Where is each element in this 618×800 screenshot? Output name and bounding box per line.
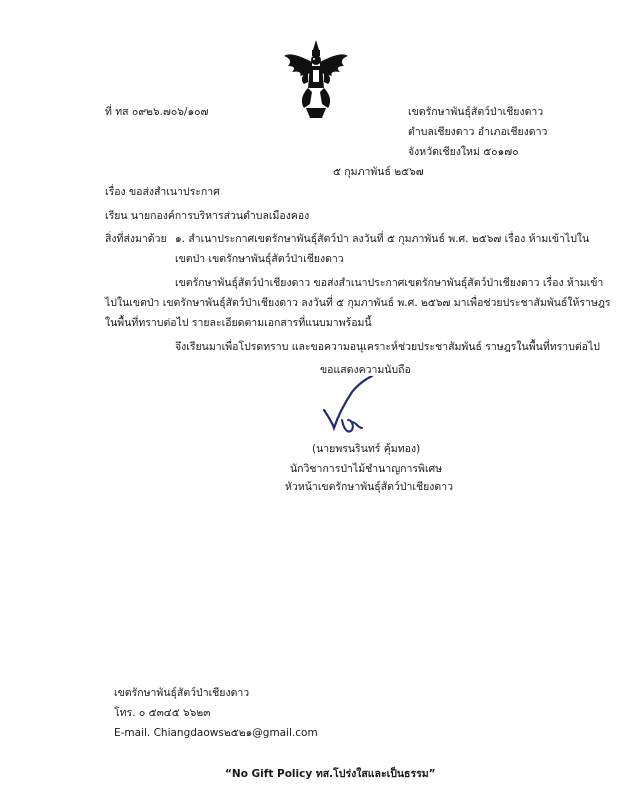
body-paragraph-1-line-1: เขตรักษาพันธุ์สัตว์ป่าเชียงดาว ขอส่งสำเนาประกาศเขตรักษาพันธุ์สัตว์ป่าเชียงดาว เรื่อง ห้ามเข้า [175, 277, 604, 289]
closing-salutation: ขอแสดงความนับถือ [320, 364, 411, 376]
handwritten-signature [322, 376, 400, 438]
signatory-title-2: หัวหน้าเขตรักษาพันธุ์สัตว์ป่าเชียงดาว [285, 481, 454, 493]
body-paragraph-1-line-2: ไปในเขตป่า เขตรักษาพันธุ์สัตว์ป่าเชียงดาว ลงวันที่ ๕ กุมภาพันธ์ พ.ศ. ๒๕๖๗ มาเพื่อช่วยประชาสัมพันธ์ให้ราษฎร [105, 297, 611, 309]
footer-policy-slogan: “No Gift Policy ทส.โปร่งใสและเป็นธรรม” [225, 768, 436, 780]
footer-email: E-mail. Chiangdaows๒๕๒๑@gmail.com [114, 727, 318, 739]
subject-line: เรื่อง ขอส่งสำเนาประกาศ [105, 186, 220, 198]
body-paragraph-1-line-3: ในพื้นที่ทราบต่อไป รายละเอียดตามเอกสารที่แนบมาพร้อมนี้ [105, 317, 372, 329]
garuda-emblem [282, 38, 350, 120]
letter-date: ๕ กุมภาพันธ์ ๒๕๖๗ [333, 166, 424, 178]
footer-office: เขตรักษาพันธุ์สัตว์ป่าเชียงดาว [114, 687, 250, 699]
reference-number: ที่ ทส ๐๙๒๖.๗๐๖/๑๐๗ [105, 106, 209, 118]
recipient-line: เรียน นายกองค์การบริหารส่วนตำบลเมืองคอง [105, 210, 310, 222]
office-name: เขตรักษาพันธุ์สัตว์ป่าเชียงดาว [408, 106, 544, 118]
signatory-title-1: นักวิชาการป่าไม้ชำนาญการพิเศษ [290, 463, 443, 475]
office-address-line-2: จังหวัดเชียงใหม่ ๕๐๑๗๐ [408, 146, 519, 158]
enclosure-line-2: เขตป่า เขตรักษาพันธุ์สัตว์ป่าเชียงดาว [175, 253, 344, 265]
enclosure-label: สิ่งที่ส่งมาด้วย [105, 233, 167, 245]
enclosure-line-1: ๑. สำเนาประกาศเขตรักษาพันธุ์สัตว์ป่า ลงวันที่ ๕ กุมภาพันธ์ พ.ศ. ๒๕๖๗ เรื่อง ห้ามเข้าไปใน [175, 233, 590, 245]
body-paragraph-2: จึงเรียนมาเพื่อโปรดทราบ และขอความอนุเคราะห์ช่วยประชาสัมพันธ์ ราษฎรในพื้นที่ทราบต่อไป [175, 341, 600, 353]
footer-phone: โทร. ๐ ๕๓๔๕ ๖๖๒๓ [114, 707, 211, 719]
signatory-name: (นายพรนรินทร์ คุ้มทอง) [312, 443, 421, 455]
office-address-line-1: ตำบลเชียงดาว อำเภอเชียงดาว [408, 126, 548, 138]
